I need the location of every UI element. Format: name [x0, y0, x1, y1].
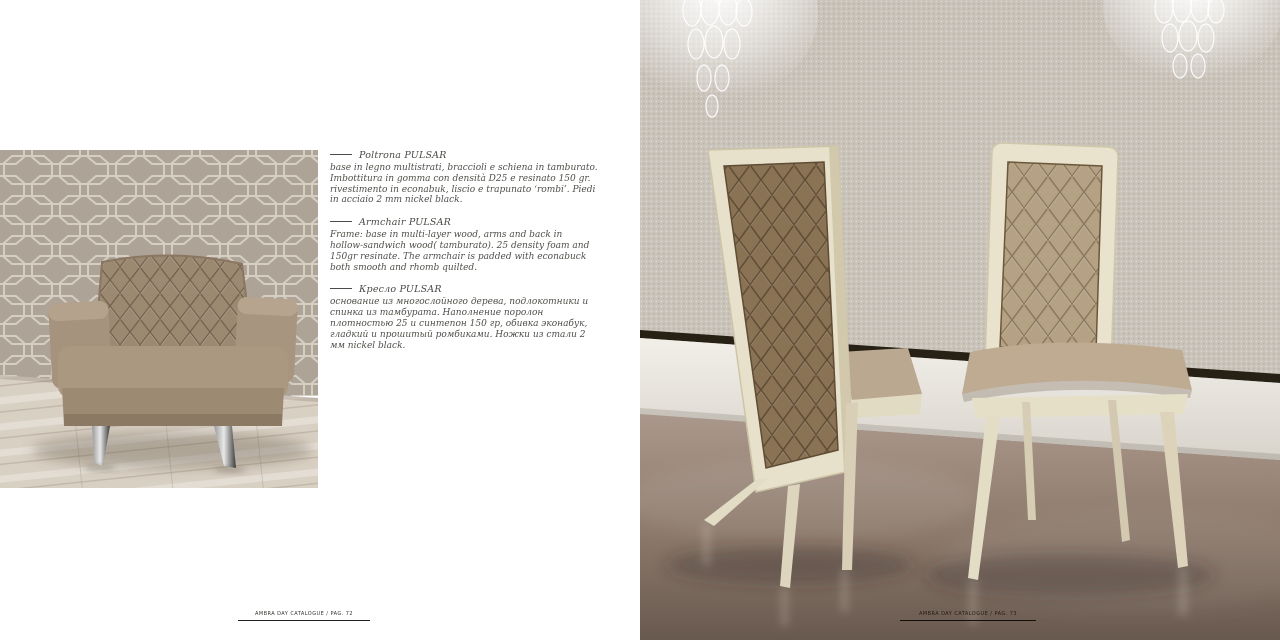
armchair-scene — [0, 150, 318, 488]
product-title-en: Armchair PULSAR — [359, 217, 452, 229]
product-body-it: base in legno multistrati, braccioli e schiena in tamburato. Imbottitura in gomma con densità D25 e resinato 150 gr. rivestimento in econabuk, liscio e trapunato ‘rombi’. Piedi in acciaio 2 mm nickel black. — [330, 163, 598, 206]
title-rule-dash — [330, 288, 352, 289]
description-column — [330, 150, 598, 362]
armchair-photo — [0, 150, 318, 488]
chairs-scene — [640, 0, 1280, 640]
description-russian — [330, 284, 598, 351]
product-body-en: Frame: base in multi-layer wood, arms and back in hollow-sandwich wood( tamburato). 25 density foam and 150gr resinate. The armchair is padded with econabuck both smooth and rhomb quilted. — [330, 230, 590, 273]
right-page-footer — [900, 611, 1036, 621]
left-page-footer — [238, 611, 370, 621]
description-italian — [330, 150, 598, 206]
right-chair-quilted-panel — [1000, 162, 1102, 352]
chairs-photo — [640, 0, 1280, 640]
section-title-it — [330, 150, 598, 161]
product-title-ru: Кресло PULSAR — [359, 284, 442, 296]
left-chair-seat — [840, 348, 922, 400]
product-title-it: Poltrona PULSAR — [359, 150, 447, 161]
right-chair-seat-rail — [972, 394, 1188, 418]
section-title-en — [330, 217, 598, 228]
title-rule-dash — [330, 221, 352, 222]
description-english — [330, 217, 598, 273]
armchair-shadow — [32, 432, 312, 468]
section-title-ru — [330, 284, 598, 295]
left-footer-text: AMBRA DAY CATALOGUE / PAG. 72 — [254, 611, 354, 617]
right-page — [640, 0, 1280, 640]
right-footer-text: AMBRA DAY CATALOGUE / PAG. 73 — [918, 611, 1018, 617]
product-body-ru: основание из многослойного дерева, подлокотники и спинка из тамбурата. Наполнение поролон плотностью 25 и синтепон 150 гр, обивка эконабук, гладкий и прошитый ромбиками. Ножки из стали 2 мм nickel black. — [330, 297, 589, 351]
title-rule-dash — [330, 154, 352, 155]
